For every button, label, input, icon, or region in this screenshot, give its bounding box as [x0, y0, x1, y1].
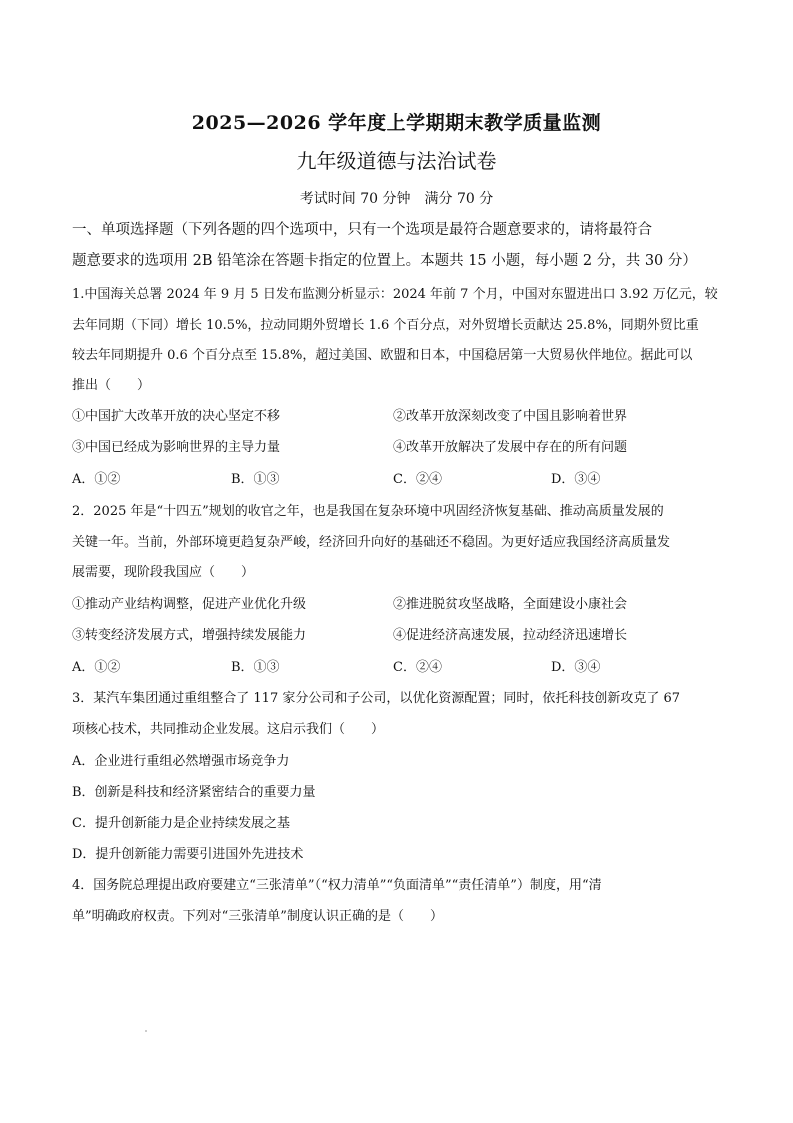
- q2-item-4: ④促进经济高速发展，拉动经济迅速增长: [393, 628, 628, 643]
- q2-stem-line-3: 展需要，现阶段我国应（ ）: [72, 565, 255, 580]
- q3-stem-line-1: 3．某汽车集团通过重组整合了 117 家分公司和子公司，以优化资源配置；同时，依托科技创新攻克了 67: [72, 691, 681, 706]
- q1-item-1: ①中国扩大改革开放的决心坚定不移: [72, 409, 281, 424]
- q2-choice-c: C．②④: [393, 660, 442, 675]
- q3-choice-c: C．提升创新能力是企业持续发展之基: [72, 816, 290, 831]
- q2-choice-b: B．①③: [231, 660, 280, 675]
- q1-item-4: ④改革开放解决了发展中存在的所有问题: [393, 440, 628, 455]
- q3-stem-line-2: 项核心技术，共同推动企业发展。这启示我们（ ）: [72, 722, 385, 737]
- q2-choice-d: D．③④: [551, 660, 601, 675]
- q2-item-2: ②推进脱贫攻坚战略，全面建设小康社会: [393, 597, 628, 612]
- q1-choice-d: D．③④: [551, 472, 601, 487]
- exam-meta: 考试时间 70 分钟 满分 70 分: [299, 191, 494, 207]
- q1-stem-line-1: 1.中国海关总署 2024 年 9 月 5 日发布监测分析显示：2024 年前 7 个月，中国对东盟进出口 3.92 万亿元，较: [72, 287, 718, 302]
- q4-stem-line-1: 4．国务院总理提出政府要建立“三张清单”（“权力清单”“负面清单”“责任清单”）制度，用“清: [72, 878, 602, 893]
- exam-subtitle: 九年级道德与法治试卷: [296, 149, 497, 173]
- q1-stem-line-2: 去年同期（下同）增长 10.5%，拉动同期外贸增长 1.6 个百分点，对外贸增长贡献达 25.8%，同期外贸比重: [72, 318, 699, 333]
- q2-stem-line-2: 关键一年。当前，外部环境更趋复杂严峻，经济回升向好的基础还不稳固。为更好适应我国经济高质量发: [72, 535, 671, 550]
- q1-stem-line-3: 较去年同期提升 0.6 个百分点至 15.8%，超过美国、欧盟和日本，中国稳居第一大贸易伙伴地位。据此可以: [72, 348, 693, 363]
- q2-stem-line-1: 2．2025 年是“十四五”规划的收官之年，也是我国在复杂环境中巩固经济恢复基础、推动高质量发展的: [72, 504, 664, 519]
- q1-choice-b: B．①③: [231, 472, 280, 487]
- q3-choice-d: D．提升创新能力需要引进国外先进技术: [72, 847, 304, 862]
- q2-item-3: ③转变经济发展方式，增强持续发展能力: [72, 628, 307, 643]
- q2-choice-a: A．①②: [72, 660, 121, 675]
- q3-choice-a: A．企业进行重组必然增强市场竞争力: [72, 754, 290, 769]
- section-instruction-line-2: 题意要求的选项用 2B 铅笔涂在答题卡指定的位置上。本题共 15 小题，每小题 2 分，共 30 分）: [72, 253, 697, 269]
- q3-choice-b: B．创新是科技和经济紧密结合的重要力量: [72, 785, 316, 800]
- q1-choice-c: C．②④: [393, 472, 442, 487]
- q1-item-2: ②改革开放深刻改变了中国且影响着世界: [393, 409, 628, 424]
- exam-title: 2025—2026 学年度上学期期末教学质量监测: [191, 112, 602, 134]
- q1-stem-line-4: 推出（ ）: [72, 378, 151, 393]
- q2-item-1: ①推动产业结构调整，促进产业优化升级: [72, 597, 307, 612]
- q4-stem-line-2: 单”明确政府权责。下列对“三张清单”制度认识正确的是（ ）: [72, 909, 443, 924]
- q1-item-3: ③中国已经成为影响世界的主导力量: [72, 440, 281, 455]
- q1-choice-a: A．①②: [72, 472, 121, 487]
- section-instruction-line-1: 一、单项选择题（下列各题的四个选项中，只有一个选项是最符合题意要求的，请将最符合: [72, 222, 652, 238]
- page-speck: [145, 1030, 147, 1032]
